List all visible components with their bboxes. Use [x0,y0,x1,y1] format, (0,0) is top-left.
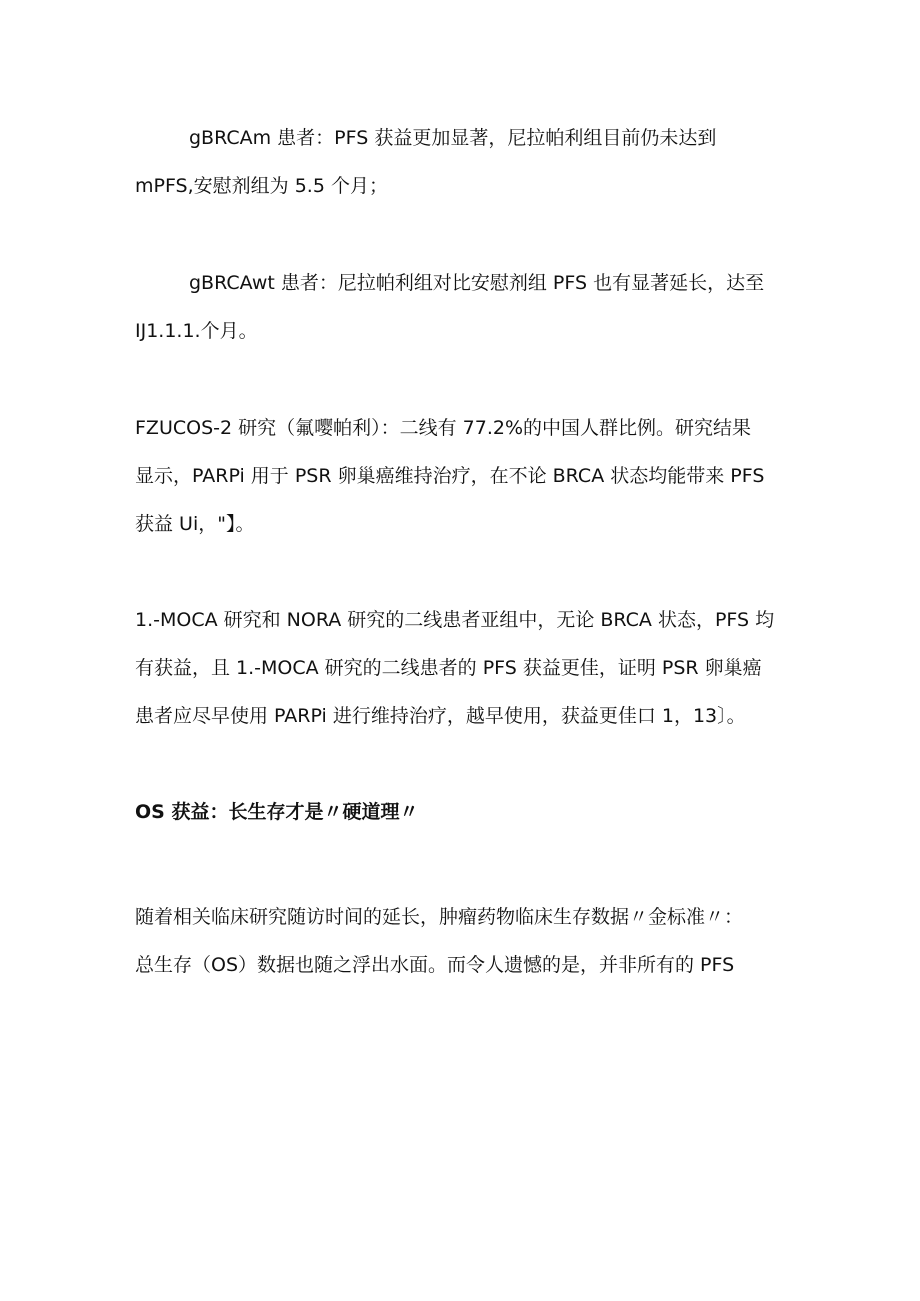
paragraph-1-line-1: gBRCAm 患者：PFS 获益更加显著，尼拉帕利组目前仍未达到 [189,127,717,149]
paragraph-6-line-2: 总生存（OS）数据也随之浮出水面。而令人遗憾的是，并非所有的 PFS [135,954,735,976]
paragraph-4-line-1: 1.-MOCA 研究和 NORA 研究的二线患者亚组中，无论 BRCA 状态，PFS 均 [135,609,775,631]
paragraph-1-line-2: mPFS,安慰剂组为 5.5 个月； [135,175,388,197]
paragraph-3-line-2: 显示，PARPi 用于 PSR 卵巢癌维持治疗，在不论 BRCA 状态均能带来 PFS [135,465,765,487]
section-heading-os-benefit: OS 获益：长生存才是〃硬道理〃 [135,801,419,823]
paragraph-3-line-1: FZUCOS-2 研究（氟嘤帕利）：二线有 77.2%的中国人群比例。研究结果 [135,417,752,439]
paragraph-6-line-1: 随着相关临床研究随访时间的延长，肿瘤药物临床生存数据〃金标准〃： [135,906,744,928]
paragraph-3-line-3: 获益 Ui，"】。 [135,513,255,535]
paragraph-2-line-2: IJ1.1.1.个月。 [135,320,258,342]
paragraph-2-line-1: gBRCAwt 患者：尼拉帕利组对比安慰剂组 PFS 也有显著延长，达至 [189,272,765,294]
paragraph-4-line-3: 患者应尽早使用 PARPi 进行维持治疗，越早使用，获益更佳口 1，13〕。 [135,705,746,727]
paragraph-4-line-2: 有获益，且 1.-MOCA 研究的二线患者的 PFS 获益更佳，证明 PSR 卵巢癌 [135,657,762,679]
